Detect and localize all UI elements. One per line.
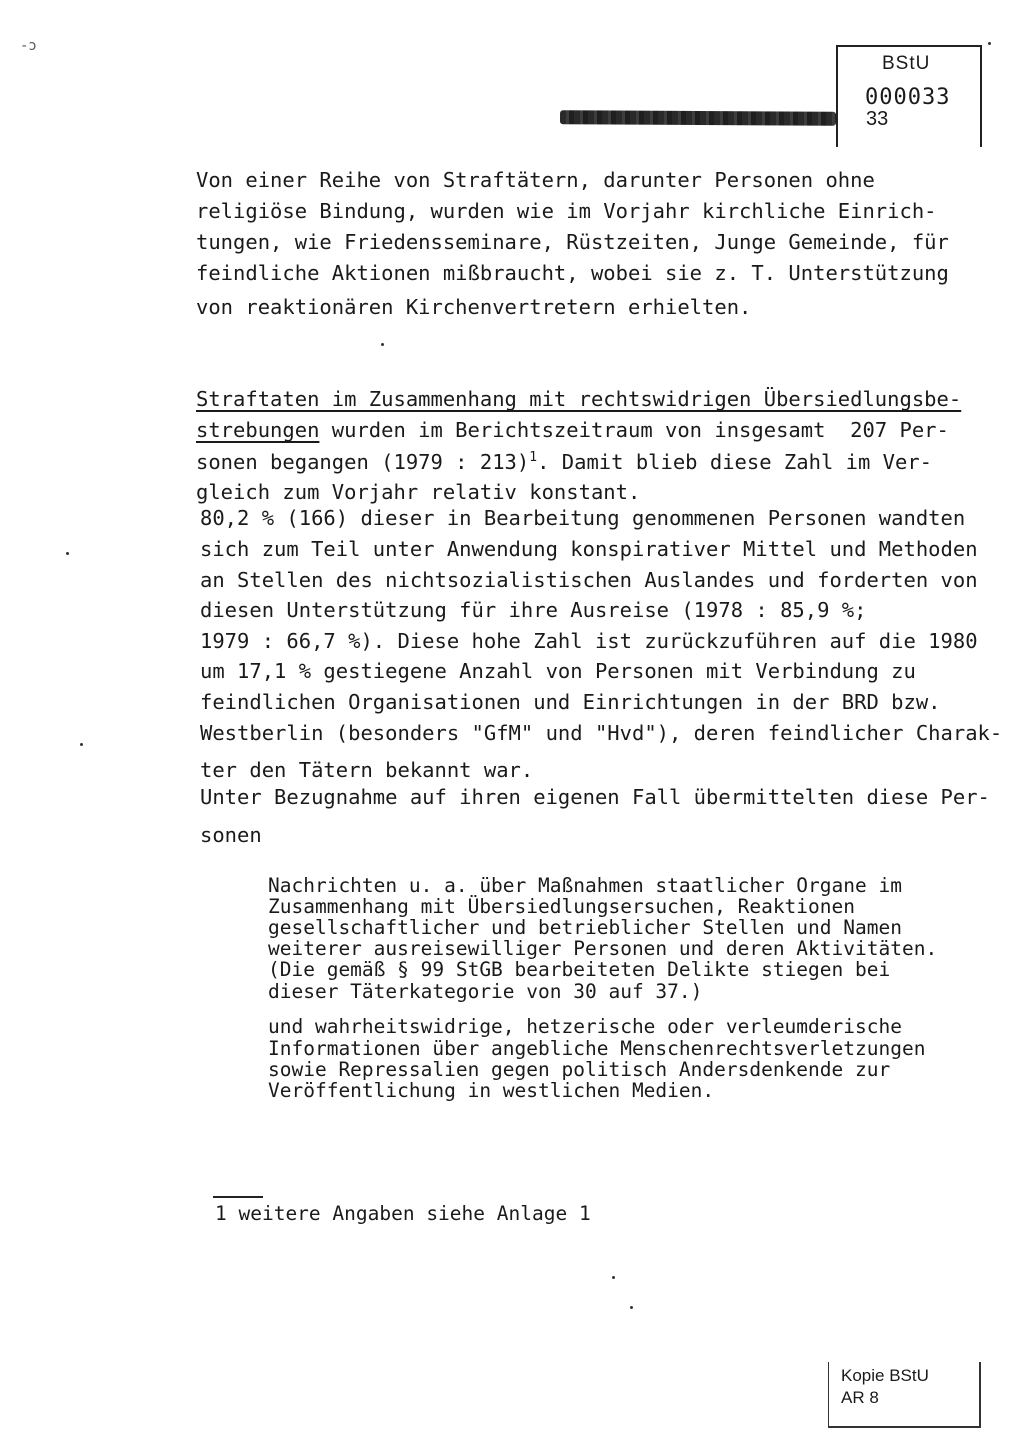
quote1-line: Nachrichten u. a. über Maßnahmen staatlicher Organe im (268, 874, 902, 897)
quote2-line: Veröffentlichung in westlichen Medien. (268, 1079, 715, 1102)
para3-line: 1979 : 66,7 %). Diese hohe Zahl ist zurückzuführen auf die 1980 (200, 629, 978, 653)
copy-stamp-label: Kopie BStU (841, 1366, 929, 1385)
footnote-rule (213, 1196, 263, 1198)
page-number: 33 (866, 108, 889, 130)
para3-line: feindlichen Organisationen und Einrichtungen in der BRD bzw. (200, 690, 941, 714)
quote1-line: Zusammenhang mit Übersiedlungsersuchen, Reaktionen (268, 895, 855, 918)
para1-line: tungen, wie Friedensseminare, Rüstzeiten, Junge Gemeinde, für (196, 230, 949, 254)
para2-line: gleich zum Vorjahr relativ konstant. (196, 480, 641, 504)
para2-line (196, 451, 932, 472)
speck (80, 743, 83, 746)
quote1-line: (Die gemäß § 99 StGB bearbeiteten Delikte stiegen bei (268, 958, 891, 981)
para3-line: Unter Bezugnahme auf ihren eigenen Fall übermittelten diese Per- (200, 785, 990, 809)
quote1-line: weiterer ausreisewilliger Personen und deren Aktivitäten. (268, 937, 938, 960)
copy-stamp (828, 1362, 981, 1428)
para3-line: 80,2 % (166) dieser in Bearbeitung genommenen Personen wandten (200, 506, 966, 530)
quote2-line: sowie Repressalien gegen politisch Andersdenkende zur (268, 1058, 891, 1081)
para3-line: ter den Tätern bekannt war. (200, 758, 534, 782)
stamp-number: 000033 (865, 85, 951, 110)
archive-stamp (836, 45, 982, 147)
speck (66, 552, 69, 555)
corner-mark: -ɔ (20, 38, 37, 54)
speck (630, 1306, 633, 1309)
quote1-line: gesellschaftlicher und betrieblicher Stellen und Namen (268, 916, 902, 939)
para2-heading-cont: strebungen (196, 418, 320, 442)
para2-line3-rest: . Damit blieb diese Zahl im Ver- (537, 449, 933, 474)
para1-line: feindliche Aktionen mißbraucht, wobei sie z. T. Unterstützung (196, 261, 949, 285)
copy-stamp-code: AR 8 (841, 1388, 879, 1407)
quote1-line: dieser Täterkategorie von 30 auf 37.) (268, 980, 703, 1003)
para2-line3: sonen begangen (1979 : 213) (196, 449, 530, 474)
para3-line: an Stellen des nichtsozialistischen Auslandes und forderten von (200, 568, 978, 592)
para3-line: sich zum Teil unter Anwendung konspirativer Mittel und Methoden (200, 537, 978, 561)
para2-line (196, 420, 949, 441)
para3-line: Westberlin (besonders "GfM" und "Hvd"), deren feindlicher Charak- (200, 721, 1003, 745)
para3-line: um 17,1 % gestiegene Anzahl von Personen mit Verbindung zu (200, 659, 916, 683)
redaction-bar (560, 110, 836, 125)
para3-line: sonen (200, 823, 262, 847)
footnote-ref: 1 (529, 450, 538, 465)
stamp-label: BStU (882, 53, 931, 74)
quote2-line: Informationen über angebliche Menschenrechtsverletzungen (268, 1037, 926, 1060)
speck (988, 42, 991, 45)
para2-heading: Straftaten im Zusammenhang mit rechtswidrigen Übersiedlungsbe- (196, 387, 962, 411)
para1-line: von reaktionären Kirchenvertretern erhielten. (196, 295, 752, 319)
para1-line: religiöse Bindung, wurden wie im Vorjahr kirchliche Einrich- (196, 199, 937, 223)
para3-line: diesen Unterstützung für ihre Ausreise (1978 : 85,9 %; (200, 598, 867, 622)
para1-line: Von einer Reihe von Straftätern, darunter Personen ohne (196, 168, 875, 192)
speck (381, 343, 384, 346)
quote2-line: und wahrheitswidrige, hetzerische oder verleumderische (268, 1015, 902, 1038)
speck (612, 1276, 615, 1279)
para2-line-rest: wurden im Berichtszeitraum von insgesamt 207 Per- (319, 418, 949, 442)
footnote: 1 weitere Angaben siehe Anlage 1 (215, 1202, 591, 1225)
